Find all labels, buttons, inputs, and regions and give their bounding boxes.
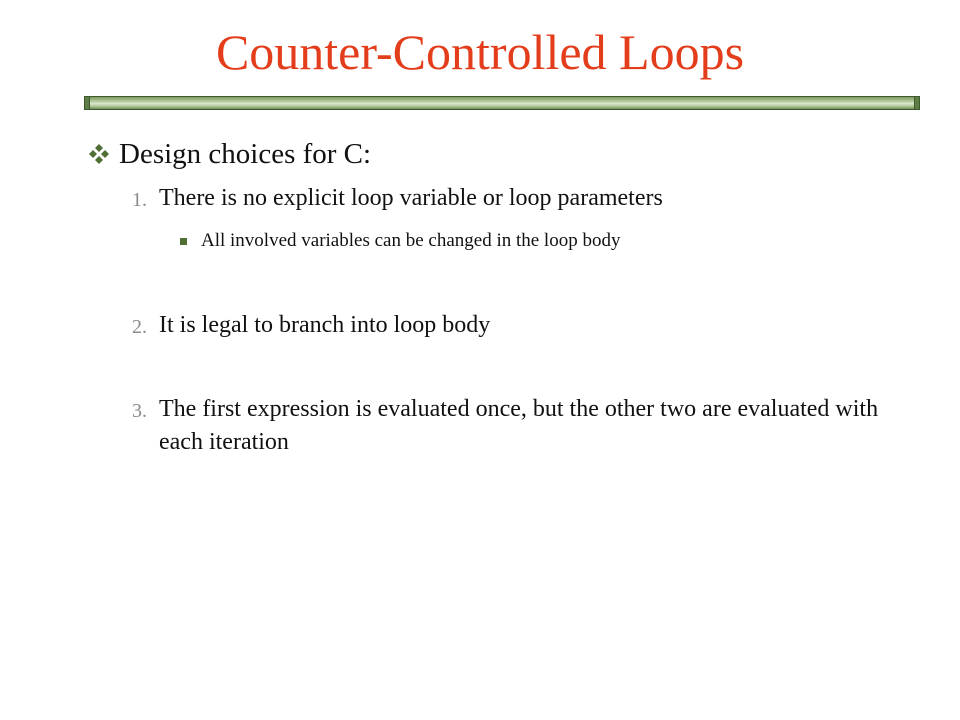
list-item-text: The first expression is evaluated once, but the other two are evaluated with each iteration — [159, 396, 879, 455]
sub-bullet — [180, 227, 620, 255]
square-bullet-icon — [180, 238, 187, 245]
list-item-2 — [132, 309, 879, 344]
list-item-number: 3. — [132, 400, 147, 422]
list-item-1 — [132, 182, 879, 217]
list-item-number: 1. — [132, 189, 147, 211]
bar-left-cap — [84, 96, 90, 110]
list-item-text: It is legal to branch into loop body — [159, 312, 491, 338]
title-underline-bar — [84, 96, 920, 110]
slide-title: Counter-Controlled Loops — [215, 24, 745, 80]
bar-right-cap — [914, 96, 920, 110]
list-item-text: There is no explicit loop variable or loop parameters — [159, 185, 663, 211]
main-bullet-text: Design choices for C: — [119, 138, 372, 170]
list-item-number: 2. — [132, 316, 147, 338]
sub-bullet-text: All involved variables can be changed in the loop body — [201, 230, 621, 251]
four-diamond-bullet-icon — [88, 143, 110, 165]
list-item-3 — [132, 393, 879, 459]
main-bullet — [88, 134, 371, 174]
